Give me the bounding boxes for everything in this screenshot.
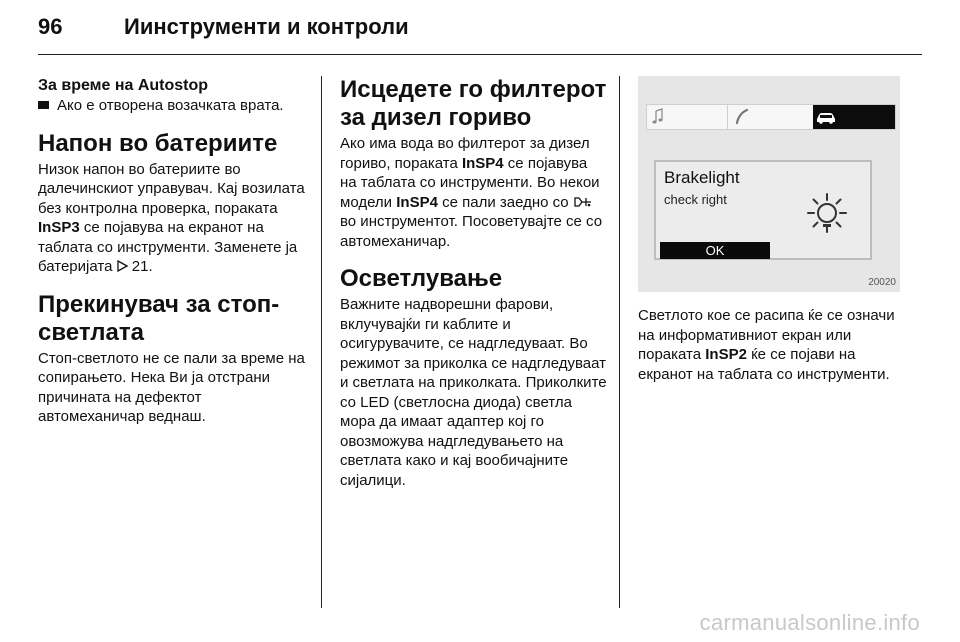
lighting-heading: Осветлување bbox=[340, 265, 503, 292]
battery-page-ref[interactable]: 21. bbox=[131, 258, 153, 275]
autostop-bullet-text: Ако е отворена возачката врата. bbox=[57, 97, 284, 114]
lighting-display-paragraph bbox=[638, 306, 902, 384]
brake-switch-heading: Прекинувач за стоп-светлата bbox=[38, 290, 280, 346]
brakelight-message bbox=[654, 160, 872, 260]
autostop-bullet-item bbox=[38, 96, 306, 116]
filter-text-b: се појавува на таблата со инструменти. Во некои модели bbox=[340, 154, 600, 211]
tab-audio bbox=[647, 105, 728, 129]
battery-paragraph bbox=[38, 160, 306, 277]
filter-text-a: Ако има вода во филтерот за дизел гориво, пораката bbox=[340, 135, 590, 172]
autostop-heading: За време на Autostop bbox=[38, 77, 209, 94]
display-tabs bbox=[646, 104, 896, 130]
battery-text-a: Низок напон во батериите во далечинскиот управувач. Кај возилата без контролна проверка, пораката bbox=[38, 160, 305, 217]
message-subtitle: check right bbox=[664, 192, 727, 207]
info-display-figure bbox=[638, 76, 900, 292]
lighting-paragraph: Важните надворешни фарови, вклучувајќи ги каблите и осигурувачите, се надгледуваат. Во режимот за приколка се надгледуваат и светлата на приколката. Приколките со LED (светлосна диода) светла мора да имаат адаптер кој го овозможува надгледувањето на светлата како и кај вообичајните сијалици. bbox=[340, 296, 607, 489]
filter-code-2: InSP4 bbox=[396, 193, 438, 211]
display-text-a: Светлото кое се расипа ќе се означи на информативниот екран или пораката bbox=[638, 307, 895, 363]
page-ref-icon bbox=[117, 258, 128, 275]
filter-text-c: се пали заедно со bbox=[437, 193, 573, 211]
column-3 bbox=[638, 76, 902, 384]
section-title: Иинструменти и контроли bbox=[124, 14, 409, 39]
column-divider-2 bbox=[619, 76, 620, 608]
message-title: Brakelight bbox=[664, 168, 740, 187]
display-code: InSP2 bbox=[705, 346, 747, 363]
bullet-icon bbox=[38, 101, 49, 109]
fuel-filter-warning-icon bbox=[573, 194, 593, 211]
music-note-icon bbox=[647, 116, 727, 133]
watermark: carmanualsonline.info bbox=[699, 610, 920, 635]
filter-paragraph bbox=[340, 134, 608, 251]
phone-icon bbox=[727, 116, 813, 133]
column-divider-1 bbox=[321, 76, 322, 608]
header-rule bbox=[38, 54, 922, 55]
page-header bbox=[38, 14, 409, 40]
battery-code: InSP3 bbox=[38, 219, 80, 236]
filter-text-d: во инструментот. Посоветувајте се со автомеханичар. bbox=[340, 213, 603, 250]
battery-text-b: се појавува на екранот на таблата со инструменти. Заменете ја батеријата bbox=[38, 219, 298, 275]
tab-vehicle bbox=[813, 105, 895, 129]
page-number: 96 bbox=[38, 14, 63, 39]
battery-heading: Напон во батериите bbox=[38, 129, 278, 157]
display-text-b: ќе се појави на екранот на таблата со инструменти. bbox=[638, 346, 890, 383]
filter-code-1: InSP4 bbox=[461, 154, 504, 172]
filter-heading: Исцедете го филтерот за дизел гориво bbox=[340, 76, 607, 131]
ok-button[interactable]: OK bbox=[660, 242, 770, 259]
brake-switch-paragraph: Стоп-светлото не се пали за време на сопирањето. Нека Ви ја отстрани причината на дефектот автомеханичар веднаш. bbox=[38, 349, 305, 425]
column-2 bbox=[340, 76, 608, 490]
figure-number: 20020 bbox=[868, 277, 896, 288]
tab-phone bbox=[727, 105, 814, 129]
light-bulb-icon bbox=[804, 190, 850, 241]
column-1 bbox=[38, 76, 306, 427]
car-icon bbox=[813, 116, 895, 133]
